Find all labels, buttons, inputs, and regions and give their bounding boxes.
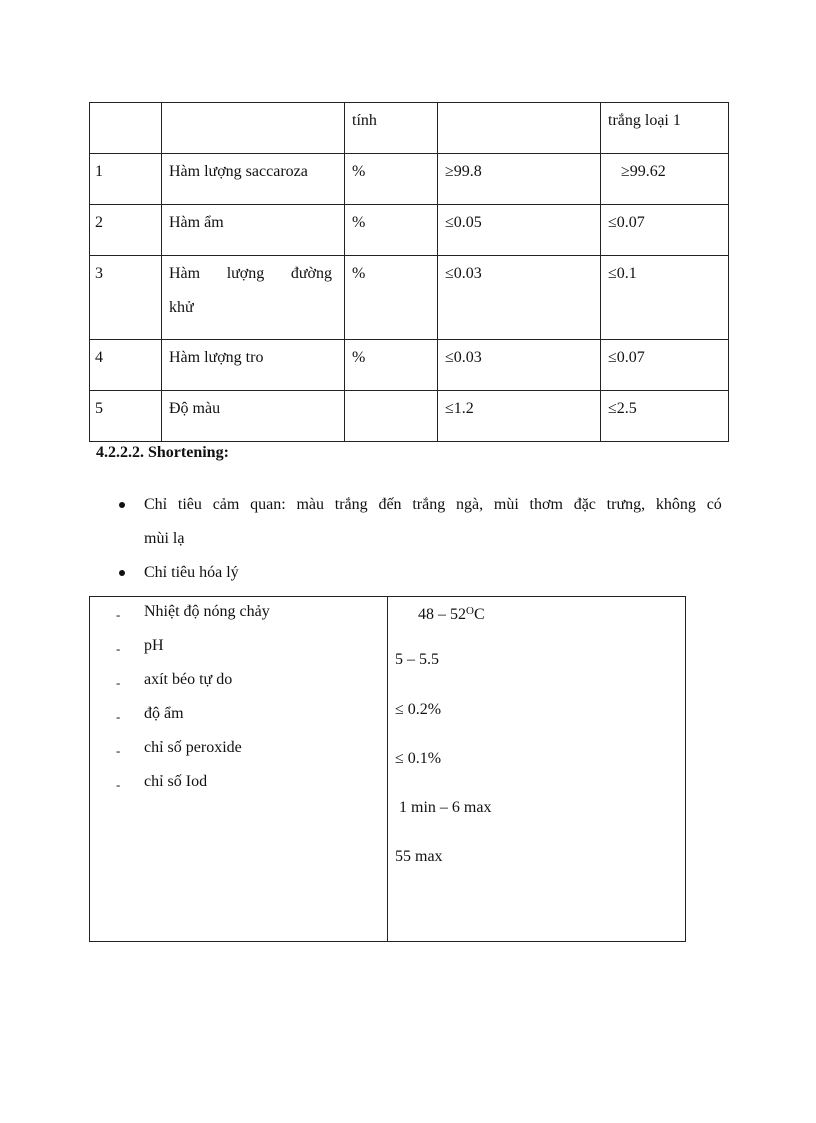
row-name-line1: Hàm lượng đường — [169, 265, 332, 282]
table-row — [90, 205, 729, 256]
row-spec: ≥99.8 — [438, 154, 601, 205]
table-header-row — [90, 103, 729, 154]
table-row — [90, 256, 729, 340]
dash-marker: - — [116, 709, 121, 724]
row-unit: % — [345, 205, 438, 256]
row-number: 5 — [90, 391, 162, 442]
sensory-line1: Chỉ tiêu cảm quan: màu trắng đến trắng ngà, mùi thơm đặc trưng, không có — [144, 496, 722, 513]
table-divider — [387, 597, 388, 941]
shortening-spec-table — [89, 596, 686, 942]
property-item — [116, 771, 270, 805]
value-ph: 5 – 5.5 — [395, 651, 439, 668]
value-peroxide: 1 min – 6 max — [399, 799, 492, 816]
row-name: Hàm lượng saccaroza — [162, 154, 345, 205]
row-white1: ≤0.07 — [601, 205, 729, 256]
row-number: 3 — [90, 256, 162, 340]
row-spec: ≤0.05 — [438, 205, 601, 256]
property-item — [116, 635, 270, 669]
property-item — [116, 669, 270, 703]
bullet-item-sensory — [118, 488, 722, 556]
row-name-line2: khử — [169, 299, 194, 316]
row-spec: ≤1.2 — [438, 391, 601, 442]
property-label: axít béo tự do — [144, 671, 233, 688]
row-name: Hàm lượng tro — [162, 340, 345, 391]
row-unit: % — [345, 154, 438, 205]
row-name: Hàm ẩm — [162, 205, 345, 256]
table-row — [90, 340, 729, 391]
row-number: 2 — [90, 205, 162, 256]
row-white1: ≤2.5 — [601, 391, 729, 442]
bullet-item-physchem — [118, 556, 722, 590]
property-label: chỉ số Iod — [144, 773, 208, 790]
property-label: chỉ số peroxide — [144, 739, 242, 756]
dash-marker: - — [116, 675, 121, 690]
dash-marker: - — [116, 607, 121, 622]
row-unit: % — [345, 340, 438, 391]
sensory-line2: mùi lạ — [144, 530, 185, 547]
row-name: Độ màu — [162, 391, 345, 442]
row-white1: ≤0.1 — [601, 256, 729, 340]
table-cell: tính — [345, 103, 438, 154]
section-heading: 4.2.2.2. Shortening: — [96, 444, 229, 461]
property-label: pH — [144, 637, 164, 654]
row-spec: ≤0.03 — [438, 340, 601, 391]
property-label: độ ẩm — [144, 705, 184, 722]
dash-marker: - — [116, 743, 121, 758]
table-cell — [90, 103, 162, 154]
row-number: 1 — [90, 154, 162, 205]
value-iodine: 55 max — [395, 848, 443, 865]
bullet-text: Chỉ tiêu hóa lý — [144, 564, 239, 581]
property-list — [116, 601, 270, 805]
table-cell: trắng loại 1 — [601, 103, 729, 154]
bullet-icon — [119, 570, 125, 576]
row-name — [162, 256, 345, 340]
row-white1: ≥99.62 — [601, 154, 729, 205]
degree-symbol: O — [466, 605, 474, 617]
row-unit — [345, 391, 438, 442]
table-row — [90, 154, 729, 205]
sugar-spec-table — [89, 102, 729, 442]
bullet-list — [118, 488, 722, 590]
property-item — [116, 737, 270, 771]
bullet-icon — [119, 502, 125, 508]
property-label: Nhiệt độ nóng chảy — [144, 603, 270, 620]
value-melting-point: $48 - 52^OC$ — [418, 605, 485, 623]
row-unit: % — [345, 256, 438, 340]
row-number: 4 — [90, 340, 162, 391]
value-moisture: ≤ 0.1% — [395, 750, 442, 767]
table-cell — [438, 103, 601, 154]
table-cell — [162, 103, 345, 154]
table-row — [90, 391, 729, 442]
value-free-fatty-acid: ≤ 0.2% — [395, 701, 442, 718]
property-item — [116, 703, 270, 737]
row-spec: ≤0.03 — [438, 256, 601, 340]
dash-marker: - — [116, 777, 121, 792]
dash-marker: - — [116, 641, 121, 656]
row-white1: ≤0.07 — [601, 340, 729, 391]
property-item — [116, 601, 270, 635]
